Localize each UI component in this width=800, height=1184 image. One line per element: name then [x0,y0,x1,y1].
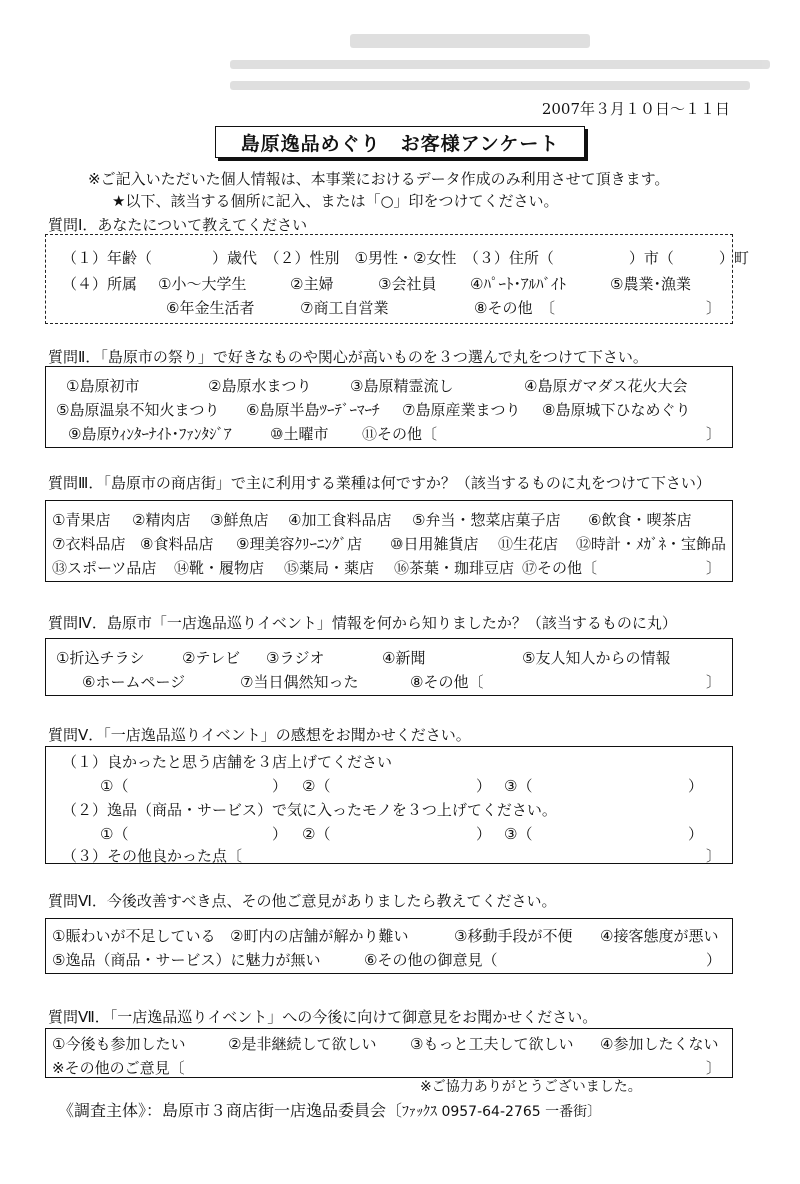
q3-option[interactable]: ②精肉店 [132,511,191,529]
q5-other-field[interactable]: （３）その他良かった点〔 [62,847,243,865]
q6-box [45,918,733,974]
q6-other-field[interactable]: ⑥その他の御意見（ [364,951,498,969]
q2-option[interactable]: ⑩土曜市 [270,425,329,443]
q4-option[interactable]: ⑥ホームページ [82,673,186,691]
q2-option[interactable]: ⑨島原ｳｨﾝﾀｰﾅｲﾄ･ﾌｧﾝﾀｼﾞｱ [68,425,232,443]
thanks-note: ※ご協力ありがとうございました。 [420,1079,642,1095]
q5-other-close: 〕 [706,847,722,865]
q2-other-close: 〕 [706,425,722,443]
q6-title: 質問Ⅵ．今後改善すべき点、その他ご意見がありましたら教えてください。 [48,892,557,910]
q4-option[interactable]: ②テレビ [182,649,241,667]
q3-other-field[interactable]: ⑰その他〔 [522,559,598,577]
q3-option[interactable]: ⑨理美容ｸﾘｰﾆﾝｸﾞ店 [236,535,362,553]
survey-title: 島原逸品めぐり お客様アンケート [215,126,585,158]
q3-option[interactable]: ⑭靴・履物店 [174,559,265,577]
q3-option[interactable]: ⑥飲食・喫茶店 [588,511,692,529]
q5-answer-close: ） [476,825,492,843]
q5-title: 質問Ⅴ．「一店逸品巡りイベント」の感想をお聞かせください。 [48,726,471,744]
q3-option[interactable]: ⑬スポーツ品店 [52,559,157,577]
q5-answer-field[interactable]: ①（ [100,825,129,843]
q2-option[interactable]: ③島原精霊流し [350,377,454,395]
q3-option[interactable]: ⑯茶葉・珈琲豆店 [394,559,515,577]
q2-option[interactable]: ⑦島原産業まつり [402,401,521,419]
q4-box [45,638,733,696]
q3-option[interactable]: ⑧食料品店 [140,535,214,553]
q6-option[interactable]: ②町内の店舗が解かり難い [230,927,409,945]
q2-other-field[interactable]: ⑪その他〔 [362,425,438,443]
q4-other-field[interactable]: ⑧その他〔 [410,673,484,691]
q6-option[interactable]: ④接客態度が悪い [600,927,719,945]
q5-answer-field[interactable]: ③（ [504,777,533,795]
instruction-note: ★以下、該当する個所に記入、または「○」印をつけてください。 [112,192,559,210]
q3-option[interactable]: ⑪生花店 [498,535,559,553]
q7-option[interactable]: ④参加したくない [600,1035,719,1053]
q1-option[interactable]: ③会社員 [378,275,437,293]
survey-sponsor [58,1098,601,1121]
q4-option[interactable]: ③ラジオ [266,649,325,667]
q2-title: 質問Ⅱ．「島原市の祭り」で好きなものや関心が高いものを３つ選んで丸をつけて下さい。 [48,348,648,366]
q3-box [45,500,733,582]
sponsor-fax: ﾌｧｯｸｽ 0957-64-2765 一番街〕 [402,1104,602,1120]
q7-option[interactable]: ③もっと工夫して欲しい [410,1035,574,1053]
q6-other-close: ） [706,951,722,969]
q1-option[interactable]: ①小～大学生 [158,275,247,293]
q3-option[interactable]: ⑦衣料品店 [52,535,126,553]
q6-option[interactable]: ③移動手段が不便 [454,927,573,945]
q7-option[interactable]: ②是非継続して欲しい [228,1035,377,1053]
q5-answer-field[interactable]: ②（ [302,777,331,795]
q7-box [45,1028,733,1078]
q5-box [45,746,733,864]
q2-box [45,366,733,448]
q1-option[interactable]: ②主婦 [290,275,334,293]
q1-option[interactable]: ⑤農業･漁業 [610,275,691,293]
q6-option[interactable]: ①賑わいが不足している [52,927,216,945]
q2-option[interactable]: ①島原初市 [66,377,140,395]
q5-answer-field[interactable]: ③（ [504,825,533,843]
q3-other-close: 〕 [706,559,722,577]
sponsor-text: 《調査主体》：島原市３商店街一店逸品委員会〔 [58,1101,403,1120]
q3-option[interactable]: ①青果店 [52,511,111,529]
q3-title: 質問Ⅲ．「島原市の商店街」で主に利用する業種は何ですか？（該当するものに丸をつけて下さい） [48,474,711,492]
q5-answer-close: ） [476,777,492,795]
q2-option[interactable]: ②島原水まつり [208,377,312,395]
q2-option[interactable]: ⑥島原半島ﾂｰﾃﾞｰﾏｰﾁ [246,401,380,419]
q7-option[interactable]: ①今後も参加したい [52,1035,186,1053]
q5-answer-close: ） [272,825,288,843]
q1-option[interactable]: ④ﾊﾟｰﾄ･ｱﾙﾊﾞｲﾄ [470,275,566,293]
q4-option[interactable]: ①折込チラシ [56,649,145,667]
q1-row-profile[interactable]: （１）年齢（ ）歳代 （２）性別 ①男性・②女性 （３）住所（ ）市（ ）町 [62,249,749,267]
q1-other-field[interactable]: ⑧その他 〔 [474,299,555,317]
q1-option[interactable]: ⑦商工自営業 [300,299,389,317]
q2-option[interactable]: ⑤島原温泉不知火まつり [56,401,220,419]
q1-other-close: 〕 [706,299,722,317]
q3-option[interactable]: ⑩日用雑貨店 [390,535,479,553]
q3-option[interactable]: ④加工食料品店 [288,511,392,529]
q4-option[interactable]: ④新聞 [382,649,426,667]
q2-option[interactable]: ④島原ガマダス花火大会 [524,377,688,395]
q1-box [45,234,749,324]
q3-option[interactable]: ⑤弁当・惣菜店菓子店 [412,511,561,529]
q3-option[interactable]: ⑮薬局・薬店 [284,559,375,577]
q5-answer-close: ） [272,777,288,795]
q4-title: 質問Ⅳ．島原市「一店逸品巡りイベント」情報を何から知りましたか？（該当するものに丸） [48,614,677,632]
q1-option[interactable]: ⑥年金生活者 [166,299,255,317]
q1-affiliation-label: （４）所属 [62,275,138,293]
q5-answer-field[interactable]: ①（ [100,777,129,795]
survey-date: 2007年３月１０日～１１日 [541,100,730,118]
q5-question-1: （１）良かったと思う店舗を３店上げてください [62,753,393,771]
q3-option[interactable]: ③鮮魚店 [210,511,269,529]
q4-option[interactable]: ⑦当日偶然知った [240,673,359,691]
q7-other-close: 〕 [706,1059,722,1077]
q7-other-field[interactable]: ※その他のご意見〔 [52,1059,185,1077]
q4-option[interactable]: ⑤友人知人からの情報 [522,649,671,667]
q5-answer-close: ） [688,777,704,795]
q5-answer-close: ） [688,825,704,843]
q6-option[interactable]: ⑤逸品（商品・サービス）に魅力が無い [52,951,321,969]
q2-option[interactable]: ⑧島原城下ひなめぐり [542,401,691,419]
q5-question-2: （２）逸品（商品・サービス）で気に入ったモノを３つ上げてください。 [62,801,557,819]
q3-option[interactable]: ⑫時計・ﾒｶﾞﾈ・宝飾品 [576,535,727,553]
privacy-note: ※ご記入いただいた個人情報は、本事業におけるデータ作成のみ利用させて頂きます。 [88,170,670,188]
q1-title: 質問Ⅰ．あなたについて教えてください [48,216,308,234]
q5-answer-field[interactable]: ②（ [302,825,331,843]
q4-other-close: 〕 [706,673,722,691]
q7-title: 質問Ⅶ．「一店逸品巡りイベント」への今後に向けて御意見をお聞かせください。 [48,1008,598,1026]
